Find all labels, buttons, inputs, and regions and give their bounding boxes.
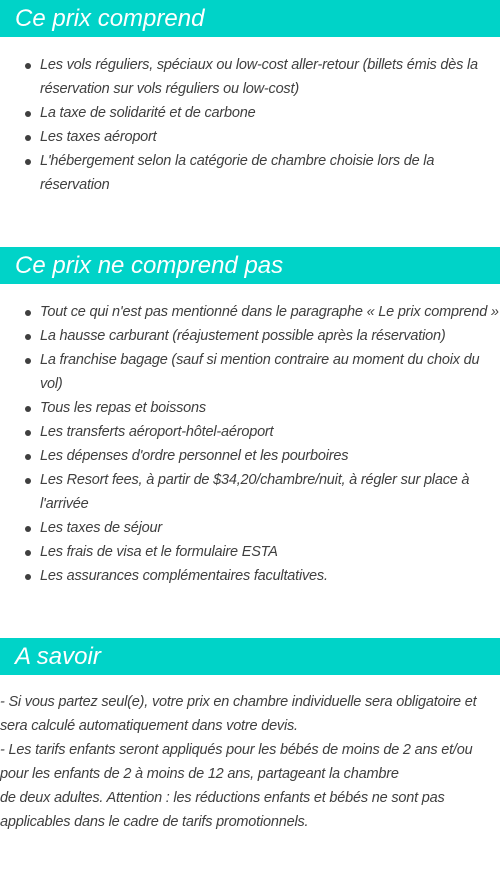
list-item: Les taxes de séjour [0,516,500,540]
info-section-title: A savoir [0,638,500,675]
list-item: Les taxes aéroport [0,125,500,149]
bullet-icon [25,159,31,165]
included-list [0,53,500,197]
included-section-title: Ce prix comprend [0,0,500,37]
info-text [0,690,500,834]
bullet-icon [25,135,31,141]
list-item: La hausse carburant (réajustement possible après la réservation) [0,324,500,348]
list-item: La taxe de solidarité et de carbone [0,101,500,125]
info-line: de deux adultes. Attention : les réductions enfants et bébés ne sont pas applicables dans le cadre de tarifs promotionnels. [0,790,445,830]
info-line: - Si vous partez seul(e), votre prix en chambre individuelle sera obligatoire et sera calculé automatiquement dans votre devis. [0,694,477,734]
list-item: Les dépenses d'ordre personnel et les pourboires [0,444,500,468]
bullet-icon [25,574,31,580]
info-line: - Les tarifs enfants seront appliqués pour les bébés de moins de 2 ans et/ou pour les enfants de 2 à moins de 12 ans, partageant la chambre [0,742,473,782]
list-item: Les Resort fees, à partir de $34,20/chambre/nuit, à régler sur place à l'arrivée [0,468,500,516]
list-item: L'hébergement selon la catégorie de chambre choisie lors de la réservation [0,149,500,197]
bullet-icon [25,358,31,364]
bullet-icon [25,406,31,412]
bullet-icon [25,478,31,484]
excluded-list [0,300,500,588]
list-item: Tous les repas et boissons [0,396,500,420]
bullet-icon [25,430,31,436]
bullet-icon [25,63,31,69]
list-item: Les frais de visa et le formulaire ESTA [0,540,500,564]
bullet-icon [25,454,31,460]
bullet-icon [25,550,31,556]
excluded-section-title: Ce prix ne comprend pas [0,247,500,284]
list-item: Les vols réguliers, spéciaux ou low-cost aller-retour (billets émis dès la réservation sur vols réguliers ou low-cost) [0,53,500,101]
list-item: Les assurances complémentaires facultatives. [0,564,500,588]
bullet-icon [25,526,31,532]
list-item: La franchise bagage (sauf si mention contraire au moment du choix du vol) [0,348,500,396]
bullet-icon [25,310,31,316]
list-item: Les transferts aéroport-hôtel-aéroport [0,420,500,444]
bullet-icon [25,111,31,117]
list-item: Tout ce qui n'est pas mentionné dans le paragraphe « Le prix comprend » [0,300,500,324]
bullet-icon [25,334,31,340]
